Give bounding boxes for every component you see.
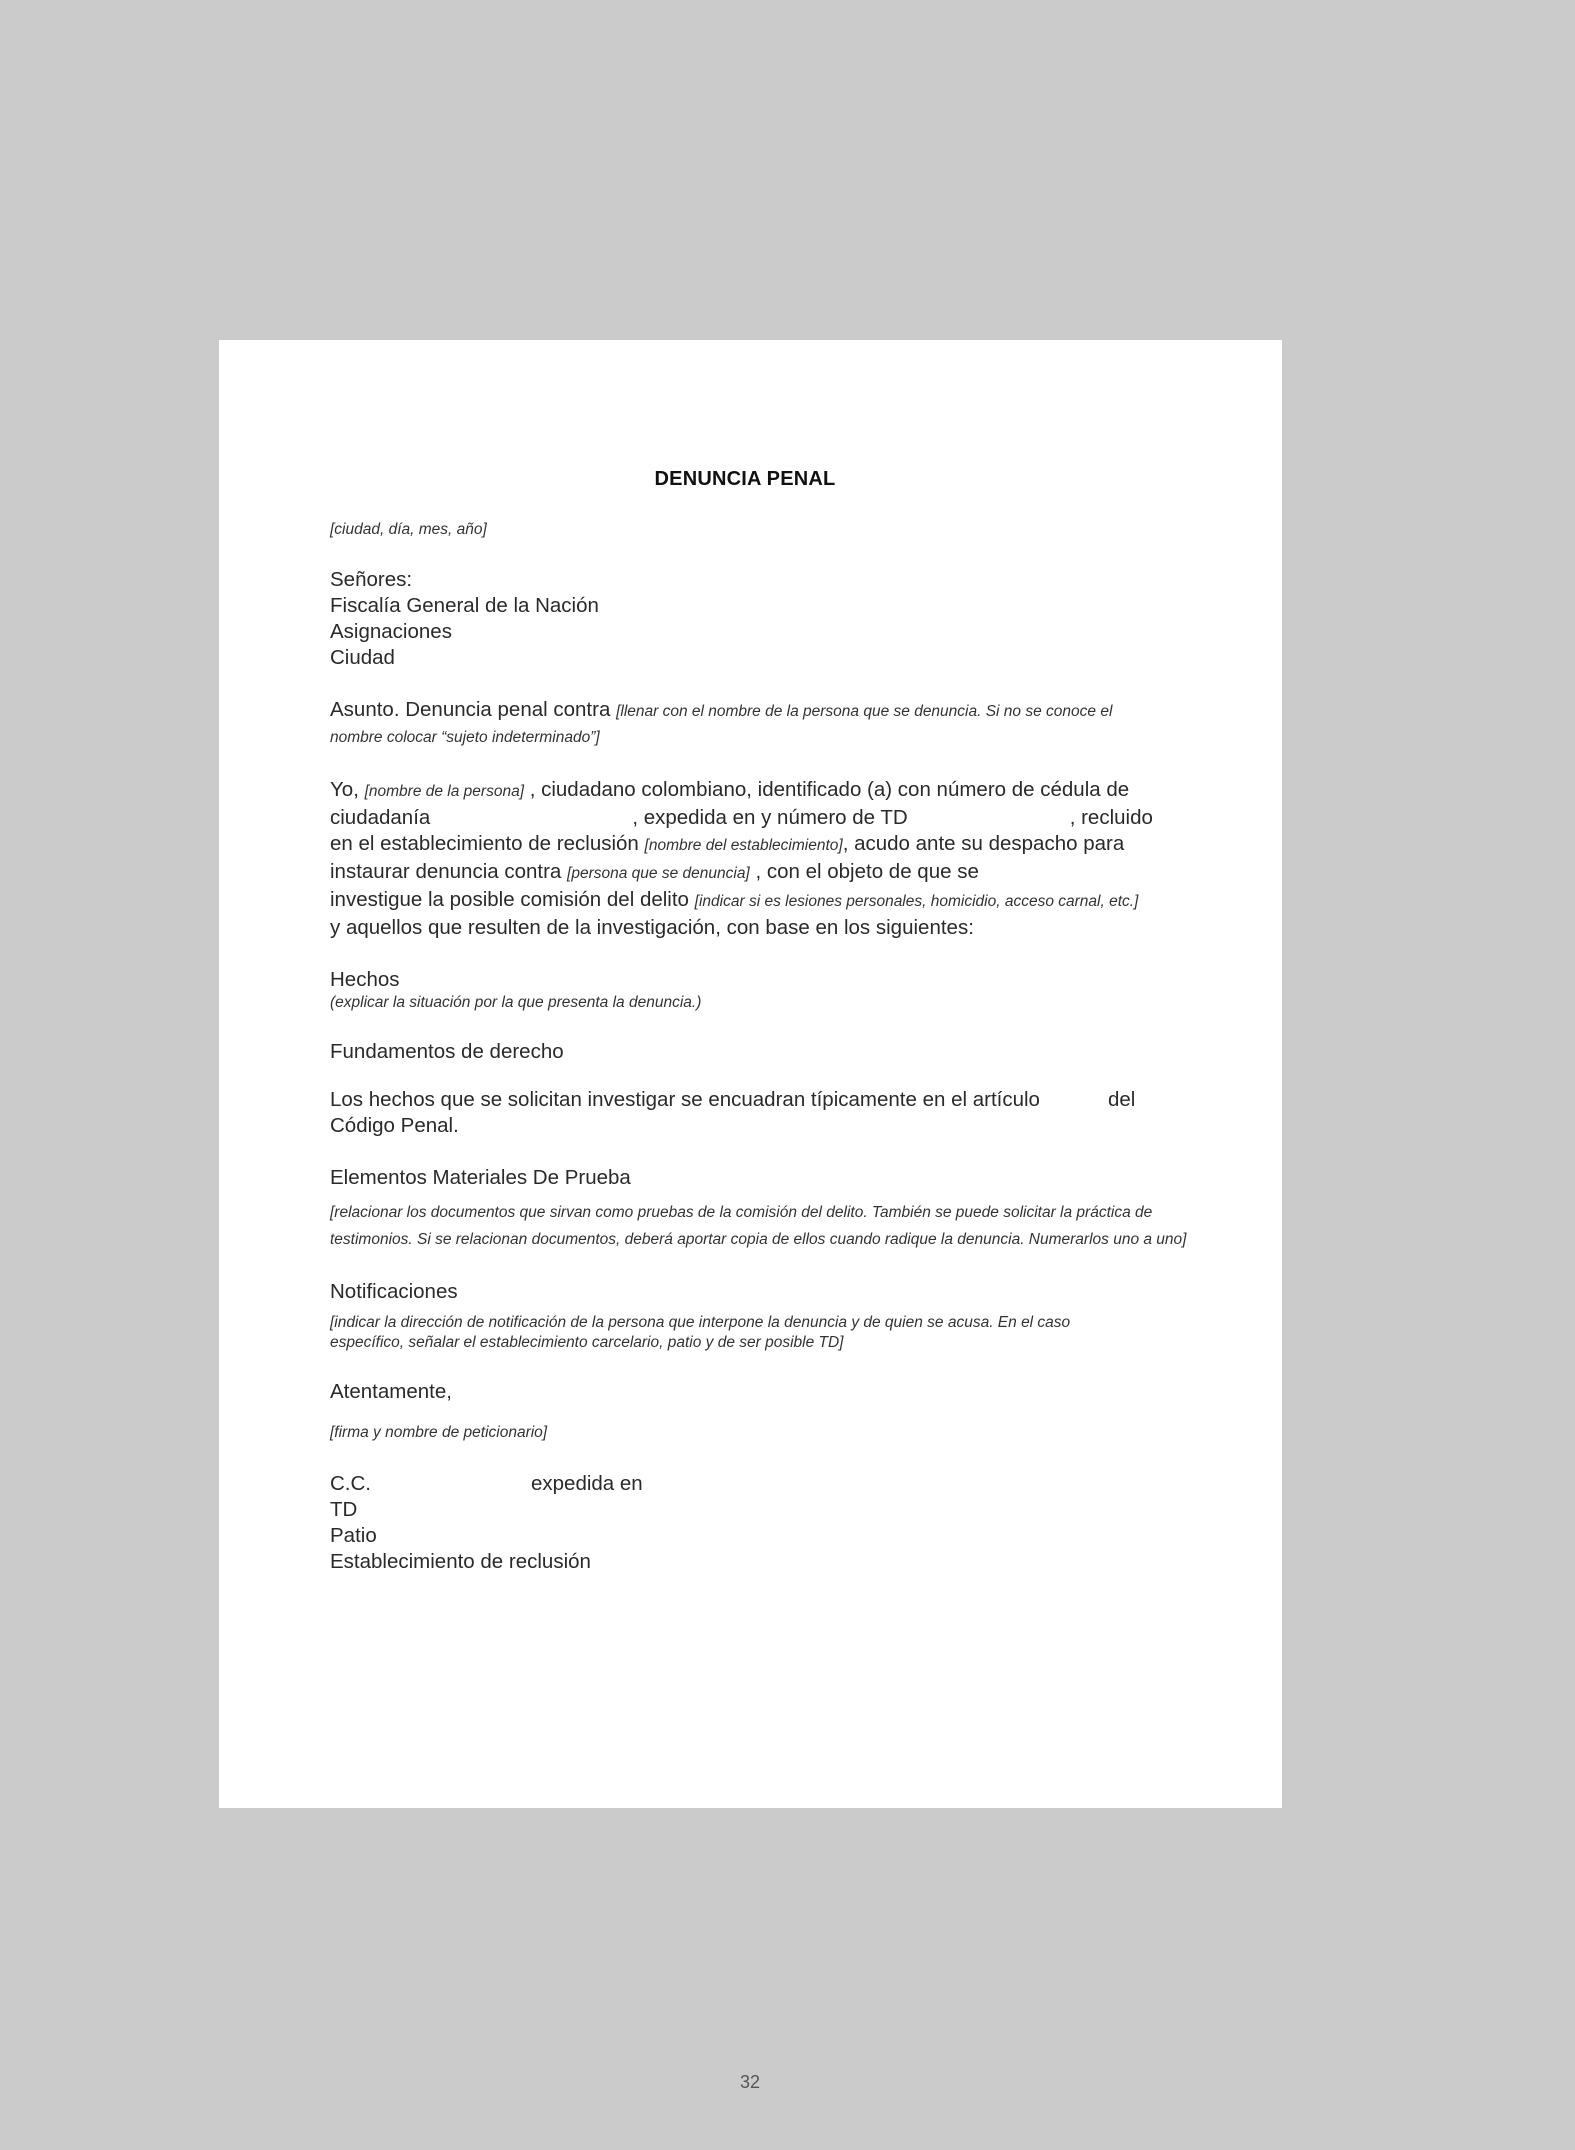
cc-label: C.C. [330, 1472, 371, 1495]
addressee-salutation: Señores: [330, 568, 413, 591]
fundamentos-text-c: Código Penal. [330, 1114, 459, 1137]
fundamentos-text-b: del [1107, 1088, 1136, 1111]
statement-l3-b: , acudo ante su despacho para [842, 832, 1125, 855]
hechos-section [330, 967, 1160, 993]
statement-l1-hint: [nombre de la persona] [364, 783, 524, 800]
document-title: DENUNCIA PENAL [654, 468, 836, 490]
notificaciones-hint-2: específico, señalar el establecimiento carcelario, patio y de ser posible TD] [330, 1334, 844, 1351]
notificaciones-section [330, 1279, 1160, 1305]
notificaciones-hint-block [330, 1313, 1160, 1353]
patio-label: Patio [330, 1524, 377, 1547]
statement-l2-a: ciudadanía [330, 806, 431, 829]
page-number: 32 [739, 2072, 761, 2092]
addressee-line2: Asignaciones [330, 620, 452, 643]
statement-l2-b: , expedida en y número de TD [632, 806, 908, 829]
document-page [219, 340, 1282, 1808]
asunto-hint-1: [llenar con el nombre de la persona que se denuncia. Si no se conoce el [616, 703, 1113, 720]
closing-text: Atentamente, [330, 1380, 452, 1403]
statement-l5-hint: [indicar si es lesiones personales, homicidio, acceso carnal, etc.] [694, 893, 1139, 910]
date-hint: [ciudad, día, mes, año] [330, 521, 487, 538]
statement-l3-hint: [nombre del establecimiento] [644, 837, 843, 854]
notificaciones-hint-1: [indicar la dirección de notificación de la persona que interpone la denuncia y de quien se acusa. En el caso [330, 1314, 1071, 1331]
pruebas-hint-1: [relacionar los documentos que sirvan como pruebas de la comisión del delito. También se puede solicitar la práctica de [330, 1204, 1153, 1221]
establecimiento-label: Establecimiento de reclusión [330, 1550, 591, 1573]
addressee-line3: Ciudad [330, 646, 395, 669]
statement-l6: y aquellos que resulten de la investigación, con base en los siguientes: [330, 916, 974, 939]
statement-block [330, 777, 1160, 941]
hechos-heading: Hechos [330, 968, 400, 991]
statement-l4-hint: [persona que se denuncia] [567, 865, 750, 882]
signature-hint: [firma y nombre de peticionario] [330, 1424, 548, 1441]
pruebas-hint-block [330, 1199, 1187, 1253]
document-content [330, 468, 1187, 1575]
fundamentos-heading: Fundamentos de derecho [330, 1040, 564, 1063]
statement-l4-a: instaurar denuncia contra [330, 860, 562, 883]
td-label: TD [330, 1498, 358, 1521]
statement-l5-a: investigue la posible comisión del delito [330, 888, 689, 911]
addressee-block [330, 567, 1160, 671]
hechos-hint: (explicar la situación por la que presenta la denuncia.) [330, 994, 702, 1011]
pruebas-heading: Elementos Materiales De Prueba [330, 1166, 631, 1189]
notificaciones-heading: Notificaciones [330, 1280, 458, 1303]
asunto-label: Asunto. Denuncia penal contra [330, 698, 611, 721]
fundamentos-section [330, 1039, 1160, 1139]
statement-l1-b: , ciudadano colombiano, identificado (a) con número de cédula de [529, 778, 1130, 801]
statement-l1-a: Yo, [330, 778, 359, 801]
statement-l2-c: , recluido [1069, 806, 1153, 829]
pruebas-hint-2: testimonios. Si se relacionan documentos, deberá aportar copia de ellos cuando radique la denuncia. Numerarlos uno a uno] [330, 1231, 1187, 1248]
pruebas-section [330, 1165, 1160, 1191]
closing-section [330, 1379, 1160, 1405]
statement-l4-b: , con el objeto de que se [755, 860, 979, 883]
asunto-block [330, 697, 1160, 751]
statement-l3-a: en el establecimiento de reclusión [330, 832, 639, 855]
footer-fields [330, 1471, 1160, 1575]
expedida-label: expedida en [531, 1472, 643, 1495]
asunto-hint-2: nombre colocar “sujeto indeterminado”] [330, 729, 600, 746]
addressee-line1: Fiscalía General de la Nación [330, 594, 599, 617]
fundamentos-text-a: Los hechos que se solicitan investigar se encuadran típicamente en el artículo [330, 1088, 1040, 1111]
